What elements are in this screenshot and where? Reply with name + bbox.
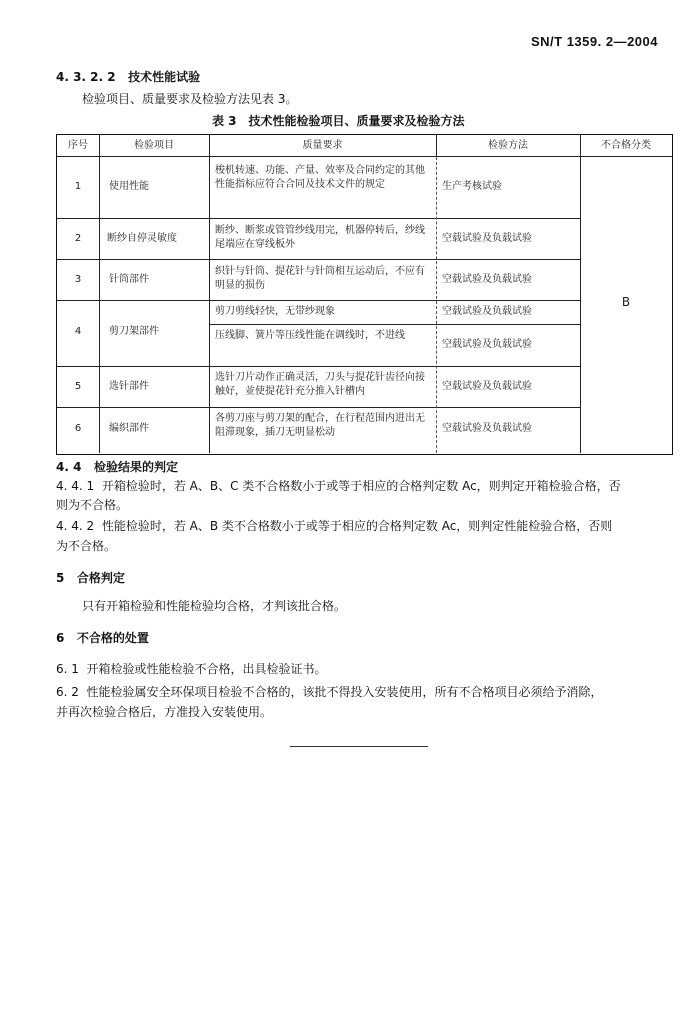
end-rule bbox=[290, 746, 428, 747]
table-row-2-method: 空载试验及负载试验 bbox=[442, 233, 532, 244]
table-row-5-no: 5 bbox=[74, 381, 82, 392]
th-method: 检验方法 bbox=[488, 140, 528, 151]
table-row-4a-method: 空载试验及负载试验 bbox=[442, 306, 532, 317]
table-row-2-item: 断纱自停灵敏度 bbox=[107, 233, 177, 244]
table-row-1-item: 使用性能 bbox=[109, 181, 149, 192]
section-441-text1: 开箱检验时，若 A、B、C 类不合格数小于或等于相应的合格判定数 Ac，则判定开箱检验合格，否 bbox=[101, 479, 621, 493]
table-row-4b-req: 压线脚、簧片等压线性能在调线时，不进线 bbox=[215, 330, 405, 341]
table-row-4-item: 剪刀架部件 bbox=[109, 326, 159, 337]
table-row-4a-req: 剪刀剪线轻快，无带纱现象 bbox=[215, 306, 335, 317]
section-4322-number: 4. 3. 2. 2 bbox=[56, 70, 116, 84]
section-62-line2: 并再次检验合格后，方准投入安装使用。 bbox=[56, 705, 273, 719]
table-row-3-item: 针筒部件 bbox=[109, 274, 149, 285]
th-class: 不合格分类 bbox=[601, 140, 651, 151]
table-row-5-item: 选针部件 bbox=[109, 381, 149, 392]
table-row-4b-method: 空载试验及负载试验 bbox=[442, 339, 532, 350]
table-row-5-method: 空载试验及负载试验 bbox=[442, 381, 532, 392]
section-6-number: 6 bbox=[56, 631, 65, 645]
table-row-3-method: 空载试验及负载试验 bbox=[442, 274, 532, 285]
section-62-number: 6. 2 bbox=[56, 685, 79, 699]
table-row-6-req: 各剪刀座与剪刀架的配合，在行程范围内进出无阻滞现象，插刀无明显松动 bbox=[215, 413, 425, 438]
standard-number: SN/T 1359. 2—2004 bbox=[530, 34, 658, 49]
table-row-3-req: 织针与针筒、提花针与针筒相互运动后，不应有明显的损伤 bbox=[215, 266, 425, 291]
table-row-1-req: 梭机转速、功能、产量、效率及合同约定的其他性能指标应符合合同及技术文件的规定 bbox=[215, 165, 425, 190]
section-442-line2: 为不合格。 bbox=[56, 539, 117, 553]
section-441-line1 bbox=[56, 478, 621, 494]
section-6-title: 不合格的处置 bbox=[76, 631, 149, 645]
section-62-line1 bbox=[56, 684, 603, 700]
section-5-title: 合格判定 bbox=[76, 571, 125, 585]
section-62-text1: 性能检验属安全环保项目检验不合格的，该批不得投入安装使用，所有不合格项目必须给予消除， bbox=[86, 685, 603, 699]
section-44-number: 4. 4 bbox=[56, 460, 82, 474]
section-4322-heading bbox=[56, 69, 200, 85]
section-441-line2: 则为不合格。 bbox=[56, 498, 129, 512]
table-row-6-method: 空载试验及负载试验 bbox=[442, 423, 532, 434]
table-row-1-no: 1 bbox=[74, 181, 82, 192]
section-4322-title: 技术性能试验 bbox=[128, 70, 201, 84]
section-61-number: 6. 1 bbox=[56, 662, 79, 676]
section-44-heading bbox=[56, 459, 178, 475]
th-no: 序号 bbox=[68, 140, 88, 151]
section-442-line1 bbox=[56, 518, 612, 534]
table-row-4-no: 4 bbox=[74, 326, 82, 337]
table-row-3-no: 3 bbox=[74, 274, 82, 285]
th-req: 质量要求 bbox=[302, 140, 343, 151]
table-row-2-no: 2 bbox=[74, 233, 82, 244]
table-row-6-no: 6 bbox=[74, 423, 82, 434]
section-4322-body: 检验项目、质量要求及检验方法见表 3。 bbox=[82, 92, 298, 106]
section-5-body: 只有开箱检验和性能检验均合格，才判该批合格。 bbox=[82, 599, 347, 613]
class-value: B bbox=[621, 295, 631, 309]
section-442-number: 4. 4. 2 bbox=[56, 519, 95, 533]
table-row-6-item: 编织部件 bbox=[109, 423, 149, 434]
table-caption: 表 3 技术性能检验项目、质量要求及检验方法 bbox=[212, 114, 465, 128]
section-5-heading bbox=[56, 570, 125, 586]
section-61-line bbox=[56, 661, 327, 677]
table-row-2-req: 断纱、断浆或管管纱线用完，机器停转后，纱线尾端应在穿线板外 bbox=[215, 225, 425, 250]
section-442-text1: 性能检验时，若 A、B 类不合格数小于或等于相应的合格判定数 Ac，则判定性能检验合格，否则 bbox=[101, 519, 613, 533]
inspection-table bbox=[56, 134, 673, 455]
th-item: 检验项目 bbox=[134, 140, 174, 151]
table-row-1-method: 生产考核试验 bbox=[442, 181, 502, 192]
section-44-title: 检验结果的判定 bbox=[93, 460, 178, 474]
section-61-text: 开箱检验或性能检验不合格，出具检验证书。 bbox=[86, 662, 327, 676]
table-row-5-req: 选针刀片动作正确灵活，刀头与提花针齿径向接触好，並使提花针充分推入针槽内 bbox=[215, 372, 425, 397]
section-6-heading bbox=[56, 630, 149, 646]
section-441-number: 4. 4. 1 bbox=[56, 479, 95, 493]
section-5-number: 5 bbox=[56, 571, 65, 585]
